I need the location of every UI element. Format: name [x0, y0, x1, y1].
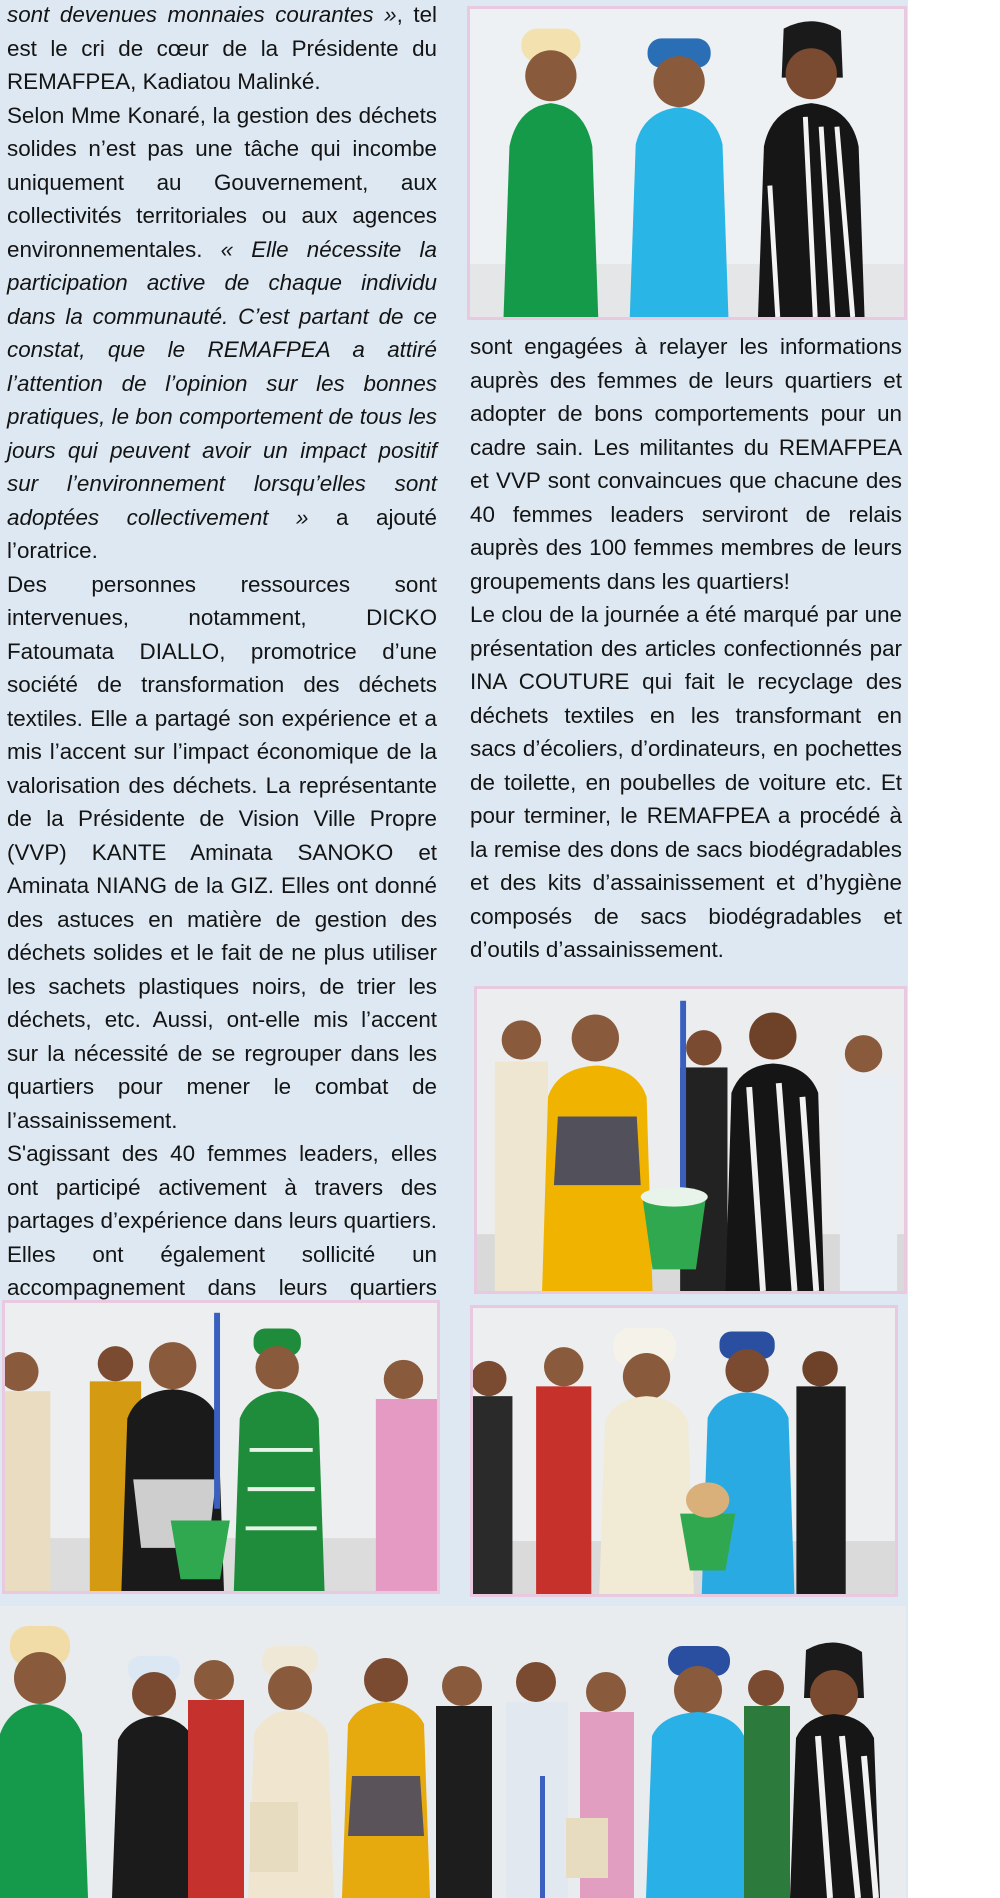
konare-quote: « Elle nécessite la participation active de chaque individu dans la communauté. C’est partant de ce constat, que le REMAFPEA a attiré l’attention de l’opinion sur les bonnes pratiques, le bon comportement de tous les jours qui peuvent avoir un impact positif sur l’environnement lorsqu’elles sont adoptées collectivement » — [7, 236, 437, 530]
photo-group — [0, 1606, 906, 1898]
konare-intro: Selon Mme Konaré, la gestion des déchets solides n’est pas une tâche qui incombe uniquement au Gouvernement, aux collectivités territoriales ou aux agences environnementales. — [7, 102, 437, 262]
paragraph-resource-persons: Des personnes ressources sont intervenues, notamment, DICKO Fatoumata DIALLO, promotrice d’une société de transformation des déchets textiles. Elle a partagé son expérience et a mis l’accent sur l’impact économique de la valorisation des déchets. La représentante de la Présidente de Vision Ville Propre (VVP) KANTE Aminata SANOKO et Aminata NIANG de la GIZ. Elles ont donné des astuces en matière de gestion des déchets solides et le fait de ne plus utiliser les sachets plastiques noirs, de trier les déchets, etc. Aussi, ont-elle mis l’accent sur la nécessité de se regrouper dans les quartiers pour mener le combat de l’assainissement. — [7, 571, 437, 1133]
photo-three-women — [467, 6, 907, 320]
paragraph-commitment: sont engagées à relayer les informations auprès des femmes de leurs quartiers et adopter de bons comportements pour un cadre sain. Les militantes du REMAFPEA et VVP sont convaincues que chacune des 40 femmes leaders serviront de relais auprès des 100 femmes membres de leurs groupements dans les quartiers! — [470, 334, 902, 594]
quote-attribution: , tel est le cri de cœur de la Présidente du REMAFPEA, Kadiatou Malinké. — [7, 2, 437, 94]
right-text-column — [470, 330, 902, 967]
photo-handover-left — [2, 1300, 440, 1594]
konare-end: a ajouté l’oratrice. — [7, 504, 437, 563]
left-text-column — [7, 0, 437, 1372]
photo-handover-right — [470, 1305, 898, 1597]
paragraph-quote-end — [7, 0, 437, 99]
paragraph-ina-couture: Le clou de la journée a été marqué par une présentation des articles confectionnés par INA COUTURE qui fait le recyclage des déchets textiles en les transformant en sacs d’écoliers, d’ordinateurs, en pochettes de toilette, en poubelles de voiture etc. Et pour terminer, le REMAFPEA a procédé à la remise des dons de sacs biodégradables et des kits d’assainissement et d’hygiène composés de sacs biodégradables et d’outils d’assainissement. — [470, 602, 902, 962]
quote-fragment: sont devenues monnaies courantes » — [7, 2, 397, 27]
photo-bucket-handover — [474, 986, 907, 1294]
paragraph-women-leaders: S'agissant des 40 femmes leaders, elles ont participé activement à travers des partages d’expérience dans leurs quartiers. Elles ont également sollicité un accompagnement dans leurs quartiers — [7, 1141, 437, 1300]
paragraph-konare — [7, 99, 437, 568]
